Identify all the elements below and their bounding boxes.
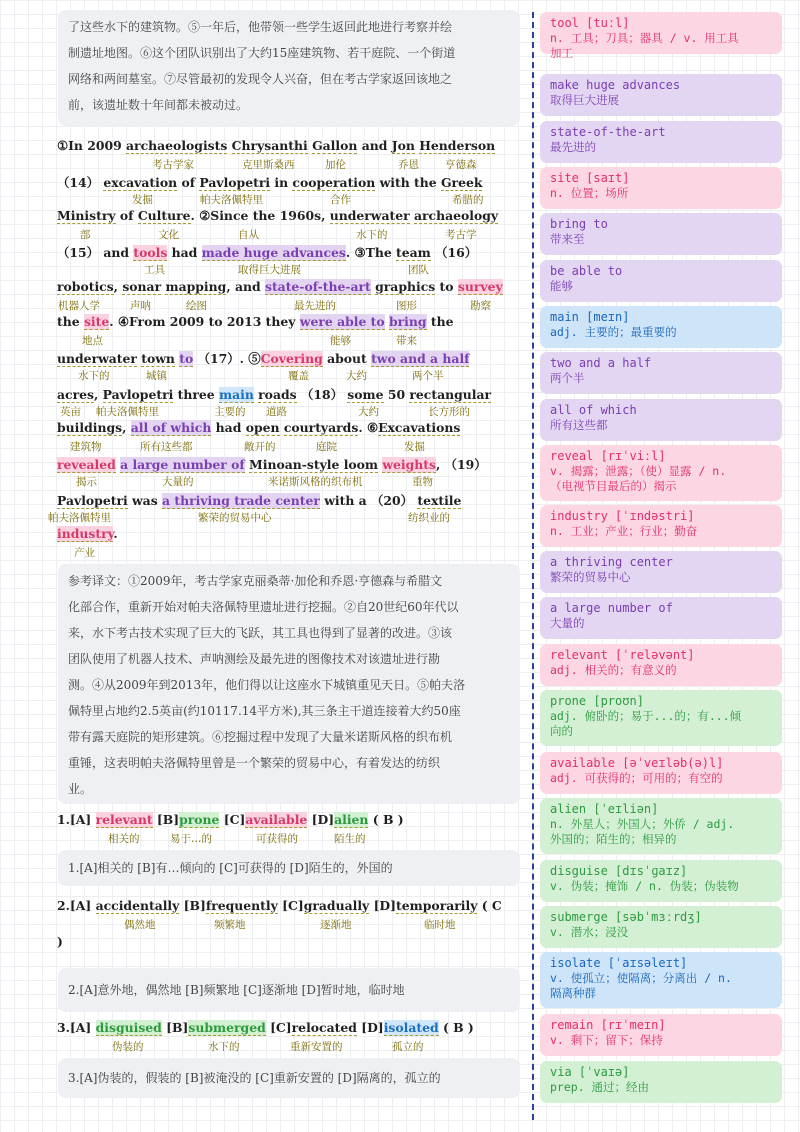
option-a: accidentally <box>95 898 180 913</box>
gloss: 产业 <box>74 547 95 559</box>
gloss: 相关的 <box>108 833 140 845</box>
gloss: 水下的 <box>356 229 388 241</box>
word-revealed: revealed <box>57 457 116 472</box>
vocab-word: relevant [ˈreləvənt] <box>550 648 695 662</box>
phrase-a-large-number-of: a large number of <box>120 457 245 472</box>
gloss: 逐渐地 <box>320 919 352 931</box>
question-2: 2.[A] accidentally [B]frequently [C]gradually [D]temporarily ( C <box>57 898 502 913</box>
gloss: 帕夫洛佩特里 <box>48 512 111 524</box>
vocab-definition: n. 位置；场所 <box>550 186 629 200</box>
word-archaeology: archaeology <box>413 208 499 223</box>
phrase-made-huge-advances: made huge advances <box>201 245 346 260</box>
vocab-card <box>540 1014 782 1056</box>
gloss: 伪装的 <box>112 1041 144 1053</box>
gloss: 帕夫洛佩特里 <box>96 406 159 418</box>
gloss: 建筑物 <box>70 441 102 453</box>
vocab-definition: adj. 俯卧的；易于...的；有...倾 <box>550 709 742 723</box>
word-weights: weights <box>382 457 437 472</box>
vocab-definition: 大量的 <box>550 616 585 630</box>
translation-line: 带有露天庭院的矩形建筑。⑥挖掘过程中发现了大量米诺斯风格的织布机 <box>68 730 453 744</box>
passage-line-4: （15） and tools had made huge advances. ③The team （16） <box>57 245 478 260</box>
gloss: 部 <box>80 229 91 241</box>
option-d: alien <box>334 812 369 827</box>
translation-box <box>58 564 520 804</box>
vocab-definition: prep. 通过；经由 <box>550 1080 650 1094</box>
vocab-word: industry [ˈɪndəstri] <box>550 509 695 523</box>
option-b: prone <box>179 812 220 827</box>
note-line: 了这些水下的建筑物。⑤一年后，他带领一些学生返回此地进行考察并绘 <box>68 20 453 34</box>
vocab-word: two and a half <box>550 356 652 370</box>
gloss: 庭院 <box>316 441 337 453</box>
answer-mark: ( B ) <box>438 1020 474 1035</box>
gloss: 临时地 <box>424 919 456 931</box>
phrase-all-of-which: all of which <box>130 420 212 435</box>
word-site: site <box>83 314 110 329</box>
translation-line: 化部合作，重新开始对帕夫洛佩特里遗址进行挖掘。②自20世纪60年代以 <box>68 600 459 614</box>
word-industry: industry <box>57 526 114 541</box>
word-buildings: buildings <box>57 420 123 435</box>
gloss: 文化 <box>158 229 179 241</box>
vocab-word: make huge advances <box>550 78 681 92</box>
word-roads: roads <box>258 387 297 402</box>
word-cooperation: cooperation <box>292 175 376 190</box>
word-pavlopetri: Pavlopetri <box>199 175 271 190</box>
vocab-definition: v. 揭露；泄露；（使）显露 / n. <box>550 464 727 478</box>
translation-note-top <box>58 10 520 126</box>
note-line: 前，该遗址数十年间都未被动过。 <box>68 98 249 112</box>
text: ①In 2009 <box>57 138 127 153</box>
phrase-two-and-a-half: two and a half <box>371 351 470 366</box>
vocab-card <box>540 306 782 348</box>
passage-line-3: Ministry of Culture. ②Since the 1960s, underwater archaeology <box>57 208 499 223</box>
vocab-card <box>540 860 782 902</box>
passage-line-10: revealed a large number of Minoan-style loom weights, （19） <box>57 457 487 472</box>
passage-line-8: acres, Pavlopetri three main roads （18） some 50 rectangular <box>57 387 492 402</box>
word-textile: textile <box>417 493 462 508</box>
gloss: 取得巨大进展 <box>238 264 301 276</box>
vocab-definition: n. 工具；刀具；器具 / v. 用工具 <box>550 31 739 45</box>
gloss: 希腊的 <box>452 194 484 206</box>
gloss: 揭示 <box>76 476 97 488</box>
vocab-card <box>540 167 782 209</box>
passage-line-5: robotics, sonar mapping, and state-of-the-art graphics to survey <box>57 279 503 294</box>
vocab-card <box>540 12 782 60</box>
gloss: 绘图 <box>186 300 207 312</box>
option-c: gradually <box>303 898 370 913</box>
vocab-card <box>540 260 782 302</box>
gloss: 考古学 <box>445 229 477 241</box>
vocab-word: isolate [ˈaɪsəleɪt] <box>550 956 688 970</box>
gloss: 主要的 <box>214 406 246 418</box>
gloss: 团队 <box>408 264 429 276</box>
gloss: 加伦 <box>325 159 346 171</box>
translation-line: 团队使用了机器人技术、声呐测绘及最先进的图像技术对该遗址进行勘 <box>68 652 441 666</box>
gloss: 偶然地 <box>124 919 156 931</box>
vocab-definition: 隔离种群 <box>550 986 596 1000</box>
option-d: isolated <box>383 1020 439 1035</box>
vocab-definition: adj. 相关的；有意义的 <box>550 663 677 677</box>
vocab-card <box>540 505 782 547</box>
vocab-card <box>540 798 782 854</box>
gloss: 水下的 <box>208 1041 240 1053</box>
gloss: 考古学家 <box>152 159 194 171</box>
note-line: 制遗址地图。⑥这个团队识别出了大约15座建筑物、若干庭院、一个街道 <box>68 46 456 60</box>
vocab-definition: 两个半 <box>550 371 585 385</box>
vocab-card <box>540 906 782 948</box>
word-sonar: sonar <box>122 279 162 294</box>
word-main: main <box>218 387 254 402</box>
vocab-definition: 能够 <box>550 279 573 293</box>
vocab-definition: 加工 <box>550 46 573 60</box>
gloss: 重物 <box>412 476 433 488</box>
vocab-card <box>540 352 782 394</box>
vocab-word: reveal [rɪˈviːl] <box>550 449 666 463</box>
vocab-word: be able to <box>550 264 623 278</box>
word-excavation: excavation <box>103 175 178 190</box>
passage-line-12: industry. <box>57 526 118 541</box>
vocab-definition: 带来至 <box>550 232 585 246</box>
answer-mark: ( B ) <box>368 812 404 827</box>
option-a: disguised <box>95 1020 162 1035</box>
word-mapping: mapping <box>165 279 227 294</box>
vocab-definition: n. 工业；产业；行业；勤奋 <box>550 524 698 538</box>
word-acres: acres <box>57 387 94 402</box>
word-culture: Culture <box>137 208 191 223</box>
note-line: 网络和两间墓室。⑦尽管最初的发现令人兴奋，但在考古学家返回该地之 <box>68 72 453 86</box>
gloss: 繁荣的贸易中心 <box>198 512 272 524</box>
word-covering: Covering <box>260 351 323 366</box>
word-tools: tools <box>133 245 168 260</box>
vocab-definition: 向的 <box>550 724 573 738</box>
vocab-definition: adj. 可获得的；可用的；有空的 <box>550 771 723 785</box>
passage-line-1: ①In 2009 archaeologists Chrysanthi Gallon and Jon Henderson <box>57 138 496 153</box>
question-1: 1.[A] relevant [B]prone [C]available [D]alien ( B ) <box>57 812 404 827</box>
vocab-definition: v. 使孤立；使隔离；分离出 / n. <box>550 971 732 985</box>
word-courtyards: courtyards <box>283 420 359 435</box>
word-underwater: underwater <box>329 208 410 223</box>
word-pavlopetri: Pavlopetri <box>102 387 174 402</box>
gloss: 频繁地 <box>214 919 246 931</box>
word-survey: survey <box>457 279 503 294</box>
option-c: relocated <box>291 1020 357 1035</box>
translation-line: 测。④从2009年到2013年，他们得以让这座水下城镇重见天日。⑤帕夫洛 <box>68 678 466 692</box>
option-b: frequently <box>205 898 278 913</box>
phrase-minoan-style-loom: Minoan-style loom <box>249 457 379 472</box>
vocab-card <box>540 690 782 746</box>
vocab-word: submerge [səbˈmɜːrdʒ] <box>550 910 702 924</box>
vocab-definition: 外国的；陌生的；相异的 <box>550 832 677 846</box>
vocab-word: disguise [dɪsˈɡaɪz] <box>550 864 688 878</box>
answer-tail: ) <box>57 934 63 949</box>
vocab-definition: adj. 主要的；最重要的 <box>550 325 677 339</box>
vocab-word: alien [ˈeɪliən] <box>550 802 659 816</box>
word-town: town <box>141 351 175 366</box>
word-rectangular: rectangular <box>409 387 492 402</box>
gloss: 机器人学 <box>58 300 100 312</box>
gloss: 声呐 <box>130 300 151 312</box>
word-jon: Jon <box>391 138 415 153</box>
passage-line-7: underwater town to （17）. ⑤Covering about two and a half <box>57 351 470 366</box>
word-archaeologists: archaeologists <box>126 138 228 153</box>
gloss: 道路 <box>266 406 287 418</box>
word-some: some <box>347 387 384 402</box>
option-a: relevant <box>95 812 153 827</box>
word-team: team <box>396 245 431 260</box>
gloss: 所有这些都 <box>140 441 193 453</box>
vocab-card <box>540 399 782 441</box>
vocab-card <box>540 1061 782 1103</box>
vocab-definition: v. 伪装；掩饰 / n. 伪装；伪装物 <box>550 879 739 893</box>
option-b: submerged <box>188 1020 266 1035</box>
vocab-word: a thriving center <box>550 555 673 569</box>
passage-line-6: the site. ④From 2009 to 2013 they were able to bring the <box>57 314 454 329</box>
vocab-definition: v. 剩下；留下；保持 <box>550 1033 663 1047</box>
word-chrysanthi: Chrysanthi <box>231 138 308 153</box>
word-pavlopetri: Pavlopetri <box>57 493 128 508</box>
word-bring: bring <box>388 314 427 329</box>
gloss: 两个半 <box>412 370 444 382</box>
column-divider <box>532 12 534 1120</box>
vocab-word: prone [proʊn] <box>550 694 644 708</box>
translation-line: 业。 <box>68 782 93 796</box>
vocab-word: remain [rɪˈmeɪn] <box>550 1018 666 1032</box>
gloss: 乔恩 <box>398 159 419 171</box>
passage-line-11: Pavlopetri was a thriving trade center with a （20） textile <box>57 493 462 508</box>
word-robotics: robotics <box>57 279 114 294</box>
gloss: 工具 <box>144 264 165 276</box>
gloss: 发掘 <box>132 194 153 206</box>
vocab-word: tool [tuːl] <box>550 16 630 30</box>
gloss: 覆盖 <box>288 370 309 382</box>
gloss: 重新安置的 <box>290 1041 343 1053</box>
vocab-word: available [əˈveɪləb(ə)l] <box>550 756 724 770</box>
gloss: 合作 <box>330 194 351 206</box>
word-gallon: Gallon <box>312 138 358 153</box>
answer-box-1: 1.[A]相关的 [B]有…倾向的 [C]可获得的 [D]陌生的，外国的 <box>58 850 520 886</box>
gloss: 勘察 <box>470 300 491 312</box>
question-3: 3.[A] disguised [B]submerged [C]relocated [D]isolated ( B ) <box>57 1020 474 1035</box>
gloss: 帕夫洛佩特里 <box>200 194 263 206</box>
option-d: temporarily <box>396 898 478 913</box>
word-greek: Greek <box>440 175 483 190</box>
answer-box-3: 3.[A]伪装的，假装的 [B]被淹没的 [C]重新安置的 [D]隔离的，孤立的 <box>58 1058 520 1098</box>
translation-line: 来，水下考古技术实现了巨大的飞跃，其工具也得到了显著的改进。③该 <box>68 626 453 640</box>
vocab-card <box>540 74 782 116</box>
gloss: 英亩 <box>60 406 81 418</box>
word-to: to <box>179 351 194 366</box>
gloss: 纺织业的 <box>408 512 450 524</box>
word-graphics: graphics <box>375 279 436 294</box>
gloss: 能够 <box>330 335 351 347</box>
word-henderson: Henderson <box>419 138 496 153</box>
gloss: 克里斯桑西 <box>242 159 295 171</box>
passage-line-9: buildings, all of which had open courtyards. ⑥Excavations <box>57 420 461 435</box>
word-open: open <box>245 420 280 435</box>
gloss: 水下的 <box>78 370 110 382</box>
word-excavations: Excavations <box>378 420 461 435</box>
gloss: 孤立的 <box>392 1041 424 1053</box>
vocab-definition: v. 潜水；浸没 <box>550 925 629 939</box>
answer-mark: ( C <box>477 898 502 913</box>
word-underwater: underwater <box>57 351 137 366</box>
vocab-word: all of which <box>550 403 637 417</box>
gloss: 大约 <box>358 406 379 418</box>
gloss: 可获得的 <box>256 833 298 845</box>
vocab-word: site [saɪt] <box>550 171 630 185</box>
translation-line: 佩特里占地约2.5英亩(约10117.14平方米),其三条主干道连接着大约50座 <box>68 704 461 718</box>
phrase-a-thriving-trade-center: a thriving trade center <box>162 493 320 508</box>
answer-box-2: 2.[A]意外地，偶然地 [B]频繁地 [C]逐渐地 [D]暂时地，临时地 <box>58 968 520 1012</box>
gloss: 陌生的 <box>334 833 366 845</box>
vocab-word: state-of-the-art <box>550 125 666 139</box>
vocab-card <box>540 644 782 686</box>
word-ministry: Ministry <box>57 208 116 223</box>
gloss: 长方形的 <box>428 406 470 418</box>
gloss: 大约 <box>346 370 367 382</box>
vocab-definition: n. 外星人；外国人；外侨 / adj. <box>550 817 735 831</box>
gloss: 米诺斯风格的织布机 <box>268 476 363 488</box>
vocab-card <box>540 551 782 593</box>
gloss: 发掘 <box>404 441 425 453</box>
vocab-card <box>540 213 782 255</box>
gloss: 图形 <box>396 300 417 312</box>
passage-line-2: （14） excavation of Pavlopetri in cooperation with the Greek <box>57 175 483 190</box>
vocab-card <box>540 121 782 163</box>
gloss: 自从 <box>238 229 259 241</box>
gloss: 地点 <box>82 335 103 347</box>
vocab-card <box>540 445 782 501</box>
phrase-were-able-to: were able to <box>299 314 385 329</box>
gloss: 易于…的 <box>170 833 212 845</box>
gloss: 敞开的 <box>244 441 276 453</box>
gloss: 最先进的 <box>294 300 336 312</box>
gloss: 大量的 <box>162 476 194 488</box>
vocab-definition: 繁荣的贸易中心 <box>550 570 631 584</box>
vocab-card <box>540 597 782 639</box>
translation-line: 重锤，这表明帕夫洛佩特里曾是一个繁荣的贸易中心，有着发达的纺织 <box>68 756 441 770</box>
vocab-definition: 所有这些都 <box>550 418 608 432</box>
translation-line: 参考译文：①2009年，考古学家克丽桑蒂·加伦和乔恩·亨德森与希腊文 <box>68 574 443 588</box>
vocab-definition: 最先进的 <box>550 140 596 154</box>
gloss: 亨德森 <box>445 159 477 171</box>
gloss: 带来 <box>396 335 417 347</box>
vocab-definition: （电视节目最后的）揭示 <box>550 479 677 493</box>
vocab-definition: 取得巨大进展 <box>550 93 619 107</box>
phrase-state-of-the-art: state-of-the-art <box>264 279 371 294</box>
vocab-word: bring to <box>550 217 608 231</box>
vocab-word: main [meɪn] <box>550 310 630 324</box>
vocab-word: a large number of <box>550 601 673 615</box>
gloss: 城镇 <box>146 370 167 382</box>
option-c: available <box>245 812 308 827</box>
vocab-card <box>540 752 782 794</box>
vocab-card <box>540 952 782 1008</box>
vocab-word: via [ˈvaɪə] <box>550 1065 630 1079</box>
